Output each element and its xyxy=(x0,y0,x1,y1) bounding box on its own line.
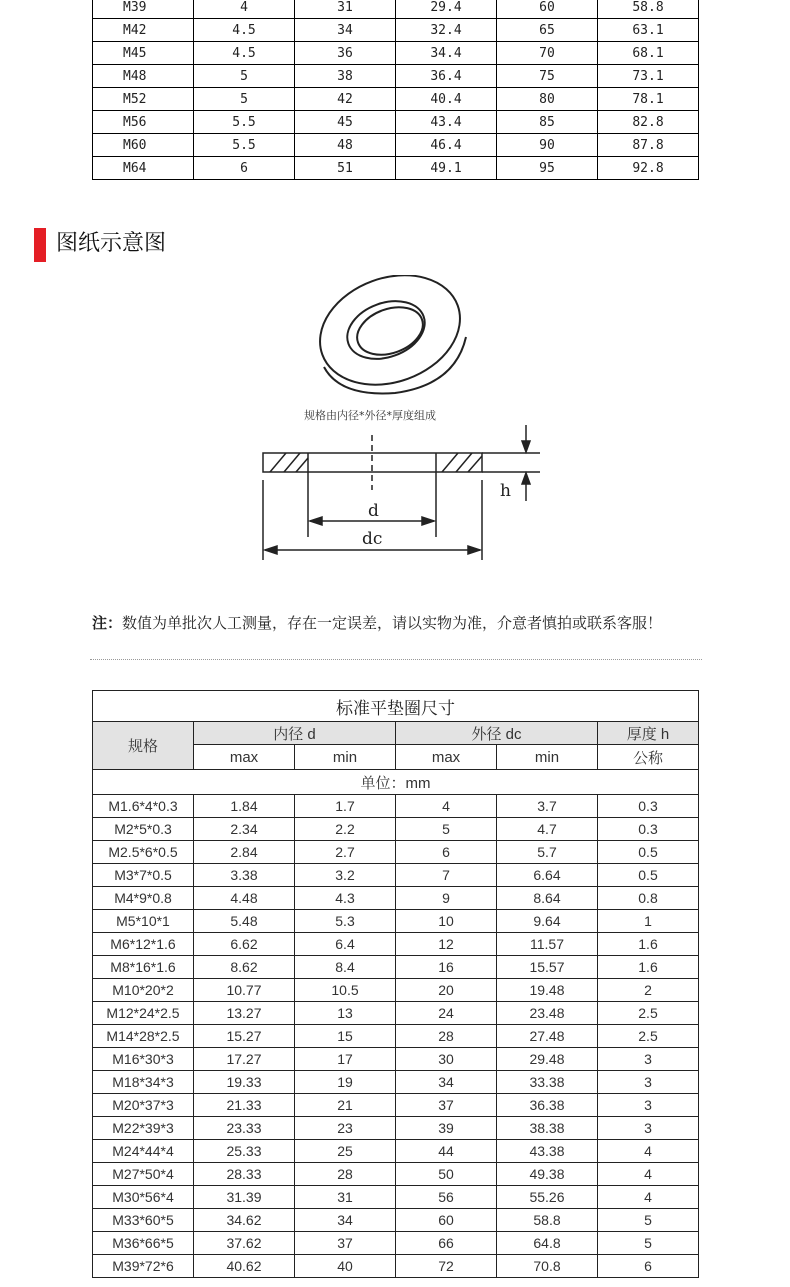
table-cell: M56 xyxy=(93,111,194,134)
table-cell: 60 xyxy=(497,0,598,19)
table-cell: 58.8 xyxy=(598,0,699,19)
table-cell: 25.33 xyxy=(194,1140,295,1163)
table-row xyxy=(93,88,699,111)
table-cell: 4.48 xyxy=(194,887,295,910)
table-cell: M60 xyxy=(93,134,194,157)
table-cell: 25 xyxy=(295,1140,396,1163)
table-cell: M39 xyxy=(93,0,194,19)
table-cell: 0.8 xyxy=(598,887,699,910)
table-row xyxy=(93,864,699,887)
table-cell: M6*12*1.6 xyxy=(93,933,194,956)
table-cell: 31 xyxy=(295,1186,396,1209)
table-cell: 9 xyxy=(396,887,497,910)
table-row xyxy=(93,1025,699,1048)
table-row xyxy=(93,1209,699,1232)
table-cell: 1.6 xyxy=(598,933,699,956)
table-cell: 39 xyxy=(396,1117,497,1140)
table-cell: 31 xyxy=(295,0,396,19)
table-cell: 37.62 xyxy=(194,1232,295,1255)
table-cell: 5 xyxy=(598,1209,699,1232)
table-cell: 23.48 xyxy=(497,1002,598,1025)
table-row xyxy=(93,65,699,88)
table-cell: 63.1 xyxy=(598,19,699,42)
table-cell: 12 xyxy=(396,933,497,956)
table-cell: 20 xyxy=(396,979,497,1002)
table-cell: M14*28*2.5 xyxy=(93,1025,194,1048)
table-cell: 28.33 xyxy=(194,1163,295,1186)
table-cell: 2.2 xyxy=(295,818,396,841)
table-cell: 43.38 xyxy=(497,1140,598,1163)
table-cell: 3 xyxy=(598,1094,699,1117)
table-cell: 1 xyxy=(598,910,699,933)
table-cell: 51 xyxy=(295,157,396,180)
table-cell: 34 xyxy=(295,19,396,42)
table-cell: M1.6*4*0.3 xyxy=(93,795,194,818)
note-text: 数值为单批次人工测量，存在一定误差，请以实物为准，介意者慎拍或联系客服！ xyxy=(122,614,663,632)
table-cell: 75 xyxy=(497,65,598,88)
table-cell: M27*50*4 xyxy=(93,1163,194,1186)
table-cell: 36 xyxy=(295,42,396,65)
table-cell: 5 xyxy=(598,1232,699,1255)
table-cell: 38 xyxy=(295,65,396,88)
table-row xyxy=(93,795,699,818)
table-cell: 80 xyxy=(497,88,598,111)
table-cell: M39*72*6 xyxy=(93,1255,194,1278)
label-dc: dc xyxy=(362,529,383,549)
table-cell: 68.1 xyxy=(598,42,699,65)
table-cell: 32.4 xyxy=(396,19,497,42)
table-cell: M2*5*0.3 xyxy=(93,818,194,841)
table-cell: 34.4 xyxy=(396,42,497,65)
table-row xyxy=(93,0,699,19)
table-cell: 3.38 xyxy=(194,864,295,887)
table-cell: 58.8 xyxy=(497,1209,598,1232)
table-cell: 48 xyxy=(295,134,396,157)
table-cell: 34 xyxy=(295,1209,396,1232)
table-row xyxy=(93,1048,699,1071)
table-row xyxy=(93,979,699,1002)
table-cell: 33.38 xyxy=(497,1071,598,1094)
table-cell: 73.1 xyxy=(598,65,699,88)
table-cell: 3 xyxy=(598,1048,699,1071)
washer-section-view xyxy=(263,425,540,560)
washer-3d-illustration xyxy=(305,275,476,403)
table-row xyxy=(93,818,699,841)
table-cell: 3 xyxy=(598,1117,699,1140)
table-row xyxy=(93,1094,699,1117)
table-cell: 19.48 xyxy=(497,979,598,1002)
table-cell: 17.27 xyxy=(194,1048,295,1071)
table-cell: 8.64 xyxy=(497,887,598,910)
table-cell: 3.2 xyxy=(295,864,396,887)
table-cell: 17 xyxy=(295,1048,396,1071)
table-cell: 30 xyxy=(396,1048,497,1071)
table-cell: 0.5 xyxy=(598,864,699,887)
header-inner-diameter: 内径 d xyxy=(194,722,396,745)
table-cell: 9.64 xyxy=(497,910,598,933)
table-cell: 15.27 xyxy=(194,1025,295,1048)
table-cell: 8.62 xyxy=(194,956,295,979)
table-cell: 5.5 xyxy=(194,134,295,157)
table-cell: 34 xyxy=(396,1071,497,1094)
header-outer-diameter: 外径 dc xyxy=(396,722,598,745)
table-row xyxy=(93,910,699,933)
table-cell: 36.38 xyxy=(497,1094,598,1117)
table-cell: 6 xyxy=(396,841,497,864)
subheader-outer-max: max xyxy=(396,745,497,770)
table-cell: 4.7 xyxy=(497,818,598,841)
table-cell: 0.5 xyxy=(598,841,699,864)
table-cell: 5 xyxy=(194,88,295,111)
table-cell: 23.33 xyxy=(194,1117,295,1140)
subheader-thickness-nominal: 公称 xyxy=(598,745,699,770)
table-cell: 0.3 xyxy=(598,795,699,818)
subheader-inner-max: max xyxy=(194,745,295,770)
table-cell: 10.5 xyxy=(295,979,396,1002)
table-cell: 5.7 xyxy=(497,841,598,864)
table-cell: 45 xyxy=(295,111,396,134)
table-row xyxy=(93,19,699,42)
section-accent-bar xyxy=(34,228,46,262)
table-cell: 4 xyxy=(598,1186,699,1209)
subheader-outer-min: min xyxy=(497,745,598,770)
note-prefix: 注： xyxy=(92,614,123,632)
table-cell: M10*20*2 xyxy=(93,979,194,1002)
table-cell: 4.3 xyxy=(295,887,396,910)
table-row xyxy=(93,1232,699,1255)
table-cell: 2.7 xyxy=(295,841,396,864)
note xyxy=(92,612,662,633)
table-cell: 85 xyxy=(497,111,598,134)
table-row xyxy=(93,111,699,134)
table-cell: M30*56*4 xyxy=(93,1186,194,1209)
table-row xyxy=(93,1163,699,1186)
table-cell: 5 xyxy=(396,818,497,841)
table-cell: M42 xyxy=(93,19,194,42)
table-cell: 95 xyxy=(497,157,598,180)
table-cell: M2.5*6*0.5 xyxy=(93,841,194,864)
table-row xyxy=(93,887,699,910)
table-cell: 15 xyxy=(295,1025,396,1048)
table-title: 标准平垫圈尺寸 xyxy=(93,691,699,722)
table-cell: M45 xyxy=(93,42,194,65)
table-cell: 2.5 xyxy=(598,1002,699,1025)
main-table-body xyxy=(93,795,699,1278)
table-cell: 37 xyxy=(295,1232,396,1255)
label-d: d xyxy=(368,501,379,521)
table-cell: 3.7 xyxy=(497,795,598,818)
table-cell: M52 xyxy=(93,88,194,111)
table-cell: 1.7 xyxy=(295,795,396,818)
table-cell: M8*16*1.6 xyxy=(93,956,194,979)
table-cell: 5.3 xyxy=(295,910,396,933)
table-cell: 5 xyxy=(194,65,295,88)
table-cell: 19.33 xyxy=(194,1071,295,1094)
diagram-caption: 规格由内径*外径*厚度组成 xyxy=(304,409,436,422)
header-spec: 规格 xyxy=(93,722,194,770)
table-cell: 40 xyxy=(295,1255,396,1278)
table-cell: 23 xyxy=(295,1117,396,1140)
table-cell: 56 xyxy=(396,1186,497,1209)
table-row xyxy=(93,1140,699,1163)
top-table-body xyxy=(93,0,699,180)
table-cell: 6.62 xyxy=(194,933,295,956)
table-cell: M18*34*3 xyxy=(93,1071,194,1094)
table-cell: M33*60*5 xyxy=(93,1209,194,1232)
table-cell: 87.8 xyxy=(598,134,699,157)
table-cell: 46.4 xyxy=(396,134,497,157)
table-row xyxy=(93,1117,699,1140)
table-cell: 2.84 xyxy=(194,841,295,864)
table-cell: 10 xyxy=(396,910,497,933)
header-thickness: 厚度 h xyxy=(598,722,699,745)
washer-diagram xyxy=(230,275,560,585)
table-cell: 64.8 xyxy=(497,1232,598,1255)
table-cell: 50 xyxy=(396,1163,497,1186)
table-cell: 6 xyxy=(194,157,295,180)
table-cell: M4*9*0.8 xyxy=(93,887,194,910)
table-row xyxy=(93,1255,699,1278)
table-cell: 4 xyxy=(598,1140,699,1163)
table-cell: 7 xyxy=(396,864,497,887)
table-cell: 4.5 xyxy=(194,42,295,65)
table-cell: 37 xyxy=(396,1094,497,1117)
table-cell: 0.3 xyxy=(598,818,699,841)
table-cell: 16 xyxy=(396,956,497,979)
table-cell: 65 xyxy=(497,19,598,42)
table-cell: M5*10*1 xyxy=(93,910,194,933)
table-cell: 66 xyxy=(396,1232,497,1255)
table-cell: 82.8 xyxy=(598,111,699,134)
table-row xyxy=(93,42,699,65)
table-cell: 6 xyxy=(598,1255,699,1278)
table-cell: 10.77 xyxy=(194,979,295,1002)
table-cell: 70 xyxy=(497,42,598,65)
table-cell: 4 xyxy=(194,0,295,19)
table-cell: 4 xyxy=(598,1163,699,1186)
table-cell: 43.4 xyxy=(396,111,497,134)
table-cell: 4.5 xyxy=(194,19,295,42)
table-cell: 49.1 xyxy=(396,157,497,180)
table-cell: 55.26 xyxy=(497,1186,598,1209)
washer-size-table xyxy=(92,690,699,1278)
label-h: h xyxy=(500,481,511,501)
table-cell: 49.38 xyxy=(497,1163,598,1186)
table-row xyxy=(93,956,699,979)
table-cell: 90 xyxy=(497,134,598,157)
table-cell: 15.57 xyxy=(497,956,598,979)
table-cell: 21 xyxy=(295,1094,396,1117)
table-row xyxy=(93,1002,699,1025)
table-cell: M48 xyxy=(93,65,194,88)
table-cell: 2.34 xyxy=(194,818,295,841)
table-cell: 6.4 xyxy=(295,933,396,956)
table-cell: 78.1 xyxy=(598,88,699,111)
table-cell: 28 xyxy=(396,1025,497,1048)
table-cell: 40.4 xyxy=(396,88,497,111)
table-row xyxy=(93,841,699,864)
table-cell: M16*30*3 xyxy=(93,1048,194,1071)
table-cell: 38.38 xyxy=(497,1117,598,1140)
section-title: 图纸示意图 xyxy=(56,231,167,256)
table-cell: 5.5 xyxy=(194,111,295,134)
table-cell: M64 xyxy=(93,157,194,180)
table-cell: 34.62 xyxy=(194,1209,295,1232)
subheader-inner-min: min xyxy=(295,745,396,770)
table-cell: 5.48 xyxy=(194,910,295,933)
table-cell: 92.8 xyxy=(598,157,699,180)
table-cell: 29.4 xyxy=(396,0,497,19)
table-cell: M3*7*0.5 xyxy=(93,864,194,887)
table-cell: M36*66*5 xyxy=(93,1232,194,1255)
table-cell: 44 xyxy=(396,1140,497,1163)
unit-row: 单位：mm xyxy=(93,770,699,795)
table-cell: 8.4 xyxy=(295,956,396,979)
table-row xyxy=(93,1186,699,1209)
table-cell: 2.5 xyxy=(598,1025,699,1048)
table-cell: 40.62 xyxy=(194,1255,295,1278)
table-row xyxy=(93,157,699,180)
table-cell: 1.84 xyxy=(194,795,295,818)
table-cell: 72 xyxy=(396,1255,497,1278)
table-cell: 28 xyxy=(295,1163,396,1186)
table-cell: 3 xyxy=(598,1071,699,1094)
table-cell: 19 xyxy=(295,1071,396,1094)
table-cell: 11.57 xyxy=(497,933,598,956)
table-cell: M20*37*3 xyxy=(93,1094,194,1117)
table-cell: 31.39 xyxy=(194,1186,295,1209)
table-cell: 70.8 xyxy=(497,1255,598,1278)
table-row xyxy=(93,933,699,956)
table-row xyxy=(93,1071,699,1094)
table-cell: 2 xyxy=(598,979,699,1002)
table-cell: M12*24*2.5 xyxy=(93,1002,194,1025)
table-row xyxy=(93,134,699,157)
table-cell: 29.48 xyxy=(497,1048,598,1071)
table-cell: M22*39*3 xyxy=(93,1117,194,1140)
top-size-table xyxy=(92,0,699,180)
table-cell: 4 xyxy=(396,795,497,818)
table-cell: 13 xyxy=(295,1002,396,1025)
table-cell: 42 xyxy=(295,88,396,111)
table-cell: 13.27 xyxy=(194,1002,295,1025)
dotted-divider xyxy=(90,659,702,660)
table-cell: 27.48 xyxy=(497,1025,598,1048)
table-cell: 36.4 xyxy=(396,65,497,88)
table-cell: M24*44*4 xyxy=(93,1140,194,1163)
table-cell: 24 xyxy=(396,1002,497,1025)
table-cell: 60 xyxy=(396,1209,497,1232)
table-cell: 21.33 xyxy=(194,1094,295,1117)
table-cell: 6.64 xyxy=(497,864,598,887)
table-cell: 1.6 xyxy=(598,956,699,979)
